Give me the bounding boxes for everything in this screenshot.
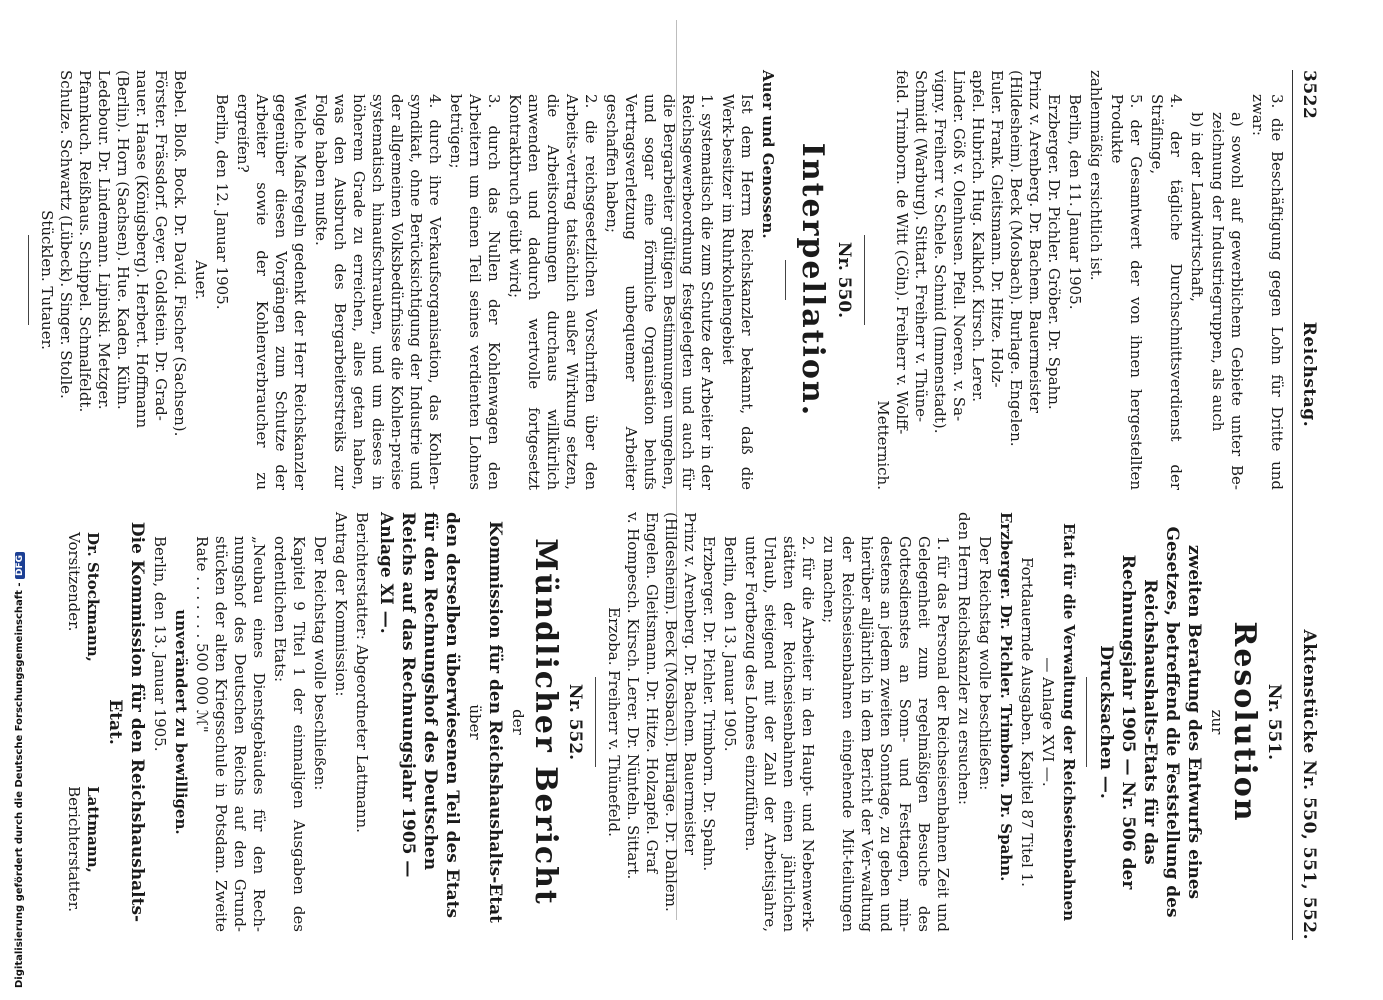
signatories-2 <box>37 70 189 490</box>
fortdauernde-ausgaben: Fortdauernde Ausgaben. Kapitel 87 Titel 1. <box>1018 557 1036 887</box>
reichstag-beschliessen: Der Reichstag wolle beschließen: <box>976 536 994 791</box>
date-line-2: Berlin, den 12. Januar 1905. <box>213 94 231 310</box>
sig-line: Metternich. <box>874 400 892 490</box>
section-rule <box>28 235 29 325</box>
nr-551: Nr. 551. <box>1264 683 1284 761</box>
sig-line: Erzoba. Freiherr v. Thünefeld. <box>605 607 623 837</box>
kommission-closing: Die Kommission für den Reichshaushalts-Etat. <box>105 521 147 923</box>
interpellation-title: Interpellation. <box>795 142 830 418</box>
section-rule <box>1086 677 1087 767</box>
kapitel-line: Kapitel 9 Titel 1 der einmaligen Ausgaben des ordentlichen Etats: <box>271 536 308 932</box>
sig-line: Prinz v. Arenberg. Dr. Bachem. Bauermeister <box>1026 70 1044 414</box>
interpellation-point-3: 3. durch das Nullen der Kohlenwagen den Arbeitern um einen Teil seines verdienten Lohnes betrügen; <box>447 94 503 490</box>
interpellation-question: Welche Maßregeln gedenkt der Herr Reichskanzler gegenüber diesen Vorgängen zum Schutze der Arbeiter sowie der Kohlenverbraucher zu ergreifen? <box>234 94 309 490</box>
left-column <box>20 70 1286 490</box>
header-title: Reichstag. <box>1299 321 1319 428</box>
sig-line: Engelen. Gleitsmann. Dr. Hitze. Holzapfel. Graf <box>643 512 661 874</box>
sig-line: vigny. Freiherr v. Schele. Schmid (Immenstadt). <box>931 70 949 434</box>
interpellation-point-1: 1. systematisch die zum Schutze der Arbeiter in der Reichsgewerbeordnung festgelegten und auch für die Bergarbeiter gültigen Bestimmungen umgehen, und sogar eine förmliche Organisation behufs Vertragsverletzung unbequemer Arbeiter geschaffen haben; <box>603 94 716 490</box>
interpellation-point-2: 2. die reichsgesetzlichen Vorschriften über den Arbeits-vertrag tatsächlich außer Wirkung setzen, die Arbeitsordnungen durchaus willkürlich anwenden und dadurch wertvolle fortgesetzt Kontraktbruch geübt wird; <box>506 94 600 490</box>
sig-line: Euler. Frank. Gleitsmann. Dr. Hitze. Holz- <box>988 70 1006 388</box>
unveraendert-line: unverändert zu bewilligen. <box>172 609 190 835</box>
sig-line: Förster. Frässdorf. Geyer. Goldstein. Dr. Grad- <box>152 70 170 421</box>
short-rule <box>785 260 786 300</box>
sig-line: Erzberger. Dr. Pichler. Gröber. Dr. Spahn. <box>1045 94 1063 410</box>
date-line-3: Berlin, den 13. Januar 1905. <box>721 536 739 752</box>
sig-line: nauer. Haase (Königsberg). Herbert. Hoffmann <box>133 70 151 429</box>
reporter-name: Lattmann, <box>84 786 102 873</box>
chair-role: Vorsitzender. <box>65 532 83 632</box>
resolution-point-1: 1. für das Personal der Reichseisenbahnen Zeit und Gelegenheit zum regelmäßigen Besuche des Gottesdienstes an Sonn- und Festtagen, min-destens an jedem zweiten Sonntage, zu geben und hierüber alljährlich in dem Bericht der Ver-waltung der Reichseisenbahnen eingehende Mit-teilungen zu machen; <box>820 536 952 932</box>
signatories-1 <box>873 70 1063 490</box>
page-number: 3522 <box>1299 70 1319 120</box>
auer-signature: Auer. <box>192 260 210 300</box>
bericht-subtitle: den derselben überwiesenen Teil des Etats für den Rechnungshof des Deutschen Reichs auf das Rechnungsjahr 1905 — Anlage XI —. <box>376 512 462 919</box>
reichstag-beschliessen-2: Der Reichstag wolle beschließen: <box>311 536 329 791</box>
sig-line: apfel. Hubrich. Hug. Kalkhof. Kirsch. Lerer. <box>969 70 987 403</box>
antrag-line: Antrag der Kommission: <box>332 512 350 697</box>
bericht-title: Mündlicher Bericht <box>528 538 563 906</box>
resolution-title: Resolution <box>1227 621 1262 823</box>
neubau-entry: „Neubau eines Dienstgebäudes für den Rech-nungshof des Deutschen Reichs auf den Grund-stücken der alten Kriegsschule in Potsdam. Zweite Rate . . . . . . . 500 000 ℳ" <box>193 536 268 932</box>
zur-label: zur <box>1208 709 1226 735</box>
sig-line: Ledebour. Dr. Lindemann. Lipinski. Metzger. <box>95 70 113 410</box>
date-line-4: Berlin, den 13. Januar 1905. <box>151 536 169 752</box>
item-3b: b) in der Landwirtschaft, <box>1188 112 1206 302</box>
sig-line: Pfannkuch. Reißhaus. Schippel. Schmalfeldt. <box>76 70 94 413</box>
sig-line: (Berlin). Horn (Sachsen). Hue. Kaden. Kühn. <box>114 70 132 410</box>
anlage-label: — Anlage XVI —. <box>1039 657 1057 787</box>
ueber-label: über <box>466 704 484 740</box>
reporter-role: Berichterstatter. <box>65 786 83 912</box>
item-5: 5. der Gesamtwert der von ihnen hergestellten Produkte <box>1108 94 1145 490</box>
der-label: der <box>509 709 527 735</box>
sig-line: feld. Trimborn. de Witt (Cöln). Freiherr v. Wolff- <box>893 70 911 435</box>
interpellation-point-4: 4. durch ihre Verkaufsorganisation, das Kohlen-syndikat, ohne Berücksichtigung der Industrie und der allgemeinen Volksbedürfnisse die Kohlen-preise systematisch hinaufschrauben, und um dieses in höherem Grade zu erreichen, alles getan haben, was den Ausbruch des Bergarbeiterstreiks zur Folge haben mußte. <box>312 94 444 490</box>
header-rule <box>1292 70 1293 940</box>
nr-552: Nr. 552. <box>565 683 585 761</box>
sig-line: Linder. Göß v. Olenhusen. Pfell. Noeren. v. Sa- <box>950 70 968 422</box>
sig-line: Schulze. Schwartz (Lübeck). Singer. Stolle. <box>57 70 75 399</box>
ersuchen-line: den Herrn Reichskanzler zu ersuchen: <box>955 512 973 805</box>
resolution-movers: Erzberger. Dr. Pichler. Trimborn. Dr. Spahn. <box>997 512 1015 882</box>
item-3: 3. die Beschäftigung gegen Lohn für Dritte und zwar: <box>1249 94 1286 490</box>
section-rule <box>864 235 865 325</box>
running-header <box>1299 0 1319 1000</box>
auer-line: Auer und Genossen. <box>759 70 777 239</box>
sig-line: v. Hompesch. Kirsch. Lerer. Dr. Nünteln. Sittart. <box>624 512 642 880</box>
sig-line: (Hildesheim). Beck (Mosbach). Burlage. Engelen. <box>1007 70 1025 447</box>
item-4: 4. der tägliche Durchschnittsverdienst der Sträflinge, <box>1148 94 1185 490</box>
interpellation-intro: Ist dem Herrn Reichskanzler bekannt, daß die Werk-besitzer im Ruhrkohlengebiet <box>719 94 756 490</box>
resolution-point-2: 2. für die Arbeiter in den Haupt- und Nebenwerk-stätten der Reichseisenbahnen einen jährlichen Urlaub, steigend mit der Zahl der Arbeitsjahre, unter Fortbezug des Lohnes einzuführen. <box>742 536 817 932</box>
chair-name: Dr. Stockmann, <box>84 532 102 662</box>
etat-title: Etat für die Verwaltung der Reichseisenbahnen <box>1060 522 1078 922</box>
section-rule <box>595 677 596 767</box>
nr-550: Nr. 550. <box>834 241 854 319</box>
signature-block <box>64 512 102 932</box>
sig-line: (Hildesheim). Beck (Mosbach). Burlage. Dr. Dahlem. <box>662 512 680 912</box>
sig-line: Stücklen. Tutauer. <box>38 210 56 350</box>
sig-line: Bebel. Bloß. Bock. Dr. David. Fischer (Sachsen). <box>171 70 189 437</box>
resolution-subtitle: zweiten Beratung des Entwurfs eines Gesetzes, betreffend die Feststellung des Reichshaushalts-Etats für das Rechnungsjahr 1905 — Nr. 506 der Drucksachen —. <box>1096 526 1204 918</box>
signatories-3 <box>604 512 718 932</box>
sig-line: Schmidt (Warburg). Sittart. Freiherr v. Thüne- <box>912 70 930 423</box>
credit-text: Digitalisierung gefördert durch die Deutsche Forschungsgemeinschaft - <box>14 582 25 988</box>
date-line-1: Berlin, den 11. Januar 1905. <box>1066 94 1084 310</box>
kommission-title: Kommission für den Reichshaushalts-Etat <box>485 521 505 923</box>
dfg-logo: DFG <box>15 552 25 579</box>
item-3a: a) sowohl auf gewerblichem Gebiete unter Be-zeichnung der Industriegruppen, als auch <box>1209 112 1246 490</box>
right-column <box>20 512 1286 932</box>
closing-line: zahlenmäßig ersichtlich ist. <box>1087 70 1105 281</box>
sig-line: Erzberger. Dr. Pichler. Trimborn. Dr. Spahn. <box>700 536 718 872</box>
berichterstatter-line: Berichterstatter: Abgeordneter Lattmann. <box>353 512 371 833</box>
sig-line: Prinz v. Arenberg. Dr. Bachem. Bauermeister <box>681 512 699 856</box>
header-subtitle: Aktenstücke Nr. 550, 551, 552. <box>1299 629 1319 940</box>
